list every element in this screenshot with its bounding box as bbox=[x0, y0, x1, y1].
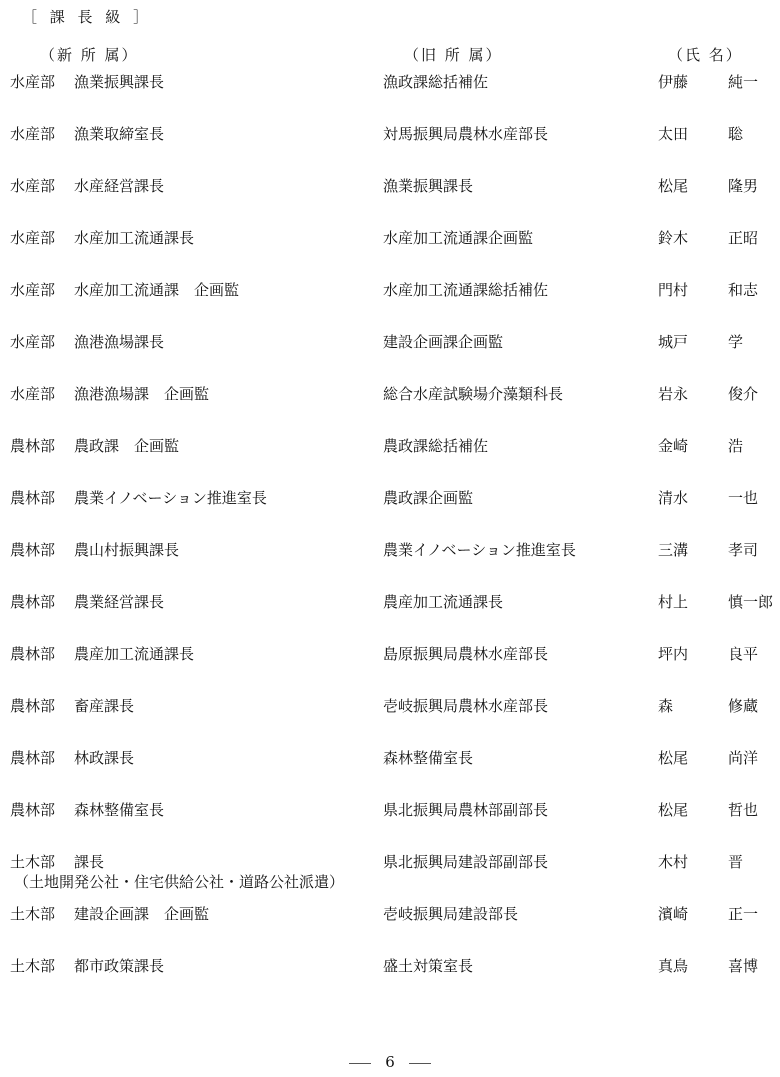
personnel-list bbox=[0, 72, 780, 1008]
surname-cell: 鈴木 bbox=[658, 229, 689, 247]
given-name-cell: 晋 bbox=[728, 853, 744, 871]
dept-cell: 農林部 bbox=[10, 489, 56, 507]
surname-cell: 伊藤 bbox=[658, 73, 689, 91]
table-row bbox=[0, 332, 780, 384]
old-affiliation-cell: 漁業振興課長 bbox=[383, 177, 474, 195]
table-row bbox=[0, 540, 780, 592]
surname-cell: 松尾 bbox=[658, 177, 689, 195]
header-old-affiliation: （旧 所 属） bbox=[404, 46, 503, 64]
old-affiliation-cell: 建設企画課企画監 bbox=[383, 333, 504, 351]
surname-cell: 太田 bbox=[658, 125, 689, 143]
dept-cell: 水産部 bbox=[10, 385, 56, 403]
old-affiliation-cell: 漁政課総括補佐 bbox=[383, 73, 489, 91]
surname-cell: 松尾 bbox=[658, 801, 689, 819]
old-affiliation-cell: 農業イノベーション推進室長 bbox=[383, 541, 576, 559]
new-affiliation-cell: 森林整備室長 bbox=[74, 801, 165, 819]
dept-cell: 水産部 bbox=[10, 281, 56, 299]
table-row bbox=[0, 904, 780, 956]
section-title: ［ 課 長 級 ］ bbox=[22, 8, 153, 26]
table-row bbox=[0, 956, 780, 1008]
header-name: （氏 名） bbox=[668, 46, 743, 64]
old-affiliation-cell: 農政課企画監 bbox=[383, 489, 474, 507]
new-affiliation-cell: 課長 bbox=[74, 853, 105, 871]
old-affiliation-cell: 総合水産試験場介藻類科長 bbox=[383, 385, 564, 403]
old-affiliation-cell: 県北振興局建設部副部長 bbox=[383, 853, 549, 871]
table-row bbox=[0, 800, 780, 852]
dept-cell: 農林部 bbox=[10, 437, 56, 455]
new-affiliation-cell: 水産経営課長 bbox=[74, 177, 165, 195]
dept-cell: 農林部 bbox=[10, 801, 56, 819]
table-row bbox=[0, 852, 780, 904]
surname-cell: 坪内 bbox=[658, 645, 689, 663]
dept-cell: 水産部 bbox=[10, 333, 56, 351]
table-row bbox=[0, 228, 780, 280]
dept-cell: 水産部 bbox=[10, 125, 56, 143]
table-row bbox=[0, 176, 780, 228]
dept-cell: 農林部 bbox=[10, 749, 56, 767]
dept-cell: 農林部 bbox=[10, 645, 56, 663]
table-row bbox=[0, 592, 780, 644]
table-row bbox=[0, 384, 780, 436]
new-affiliation-cell: 建設企画課 企画監 bbox=[74, 905, 210, 923]
given-name-cell: 尚洋 bbox=[728, 749, 759, 767]
new-affiliation-cell: 農政課 企画監 bbox=[74, 437, 180, 455]
new-affiliation-cell: 農業イノベーション推進室長 bbox=[74, 489, 267, 507]
surname-cell: 濱崎 bbox=[658, 905, 689, 923]
surname-cell: 松尾 bbox=[658, 749, 689, 767]
given-name-cell: 和志 bbox=[728, 281, 759, 299]
new-affiliation-cell: 漁業取締室長 bbox=[74, 125, 165, 143]
given-name-cell: 浩 bbox=[728, 437, 744, 455]
given-name-cell: 純一 bbox=[728, 73, 759, 91]
surname-cell: 清水 bbox=[658, 489, 689, 507]
given-name-cell: 正一 bbox=[728, 905, 759, 923]
new-affiliation-cell: 林政課長 bbox=[74, 749, 135, 767]
table-row bbox=[0, 436, 780, 488]
table-row bbox=[0, 644, 780, 696]
given-name-cell: 隆男 bbox=[728, 177, 759, 195]
surname-cell: 城戸 bbox=[658, 333, 689, 351]
new-affiliation-cell: 水産加工流通課 企画監 bbox=[74, 281, 240, 299]
dept-cell: 土木部 bbox=[10, 853, 56, 871]
new-affiliation-cell: 農山村振興課長 bbox=[74, 541, 180, 559]
given-name-cell: 修蔵 bbox=[728, 697, 759, 715]
dept-cell: 土木部 bbox=[10, 957, 56, 975]
table-row bbox=[0, 124, 780, 176]
old-affiliation-cell: 県北振興局農林部副部長 bbox=[383, 801, 549, 819]
given-name-cell: 哲也 bbox=[728, 801, 759, 819]
new-affiliation-cell: 水産加工流通課長 bbox=[74, 229, 195, 247]
new-affiliation-note: （土地開発公社・住宅供給公社・道路公社派遣） bbox=[14, 873, 345, 891]
given-name-cell: 良平 bbox=[728, 645, 759, 663]
table-row bbox=[0, 72, 780, 124]
dept-cell: 農林部 bbox=[10, 697, 56, 715]
dept-cell: 水産部 bbox=[10, 73, 56, 91]
page-footer bbox=[0, 1053, 780, 1071]
old-affiliation-cell: 壱岐振興局農林水産部長 bbox=[383, 697, 549, 715]
dept-cell: 農林部 bbox=[10, 593, 56, 611]
new-affiliation-cell: 漁港漁場課 企画監 bbox=[74, 385, 210, 403]
surname-cell: 森 bbox=[658, 697, 674, 715]
old-affiliation-cell: 盛土対策室長 bbox=[383, 957, 474, 975]
new-affiliation-cell: 農業経営課長 bbox=[74, 593, 165, 611]
new-affiliation-cell: 漁業振興課長 bbox=[74, 73, 165, 91]
given-name-cell: 孝司 bbox=[728, 541, 759, 559]
footer-dash-left bbox=[349, 1063, 371, 1064]
new-affiliation-cell: 都市政策課長 bbox=[74, 957, 165, 975]
table-row bbox=[0, 488, 780, 540]
dept-cell: 水産部 bbox=[10, 177, 56, 195]
old-affiliation-cell: 農産加工流通課長 bbox=[383, 593, 504, 611]
table-row bbox=[0, 748, 780, 800]
new-affiliation-cell: 畜産課長 bbox=[74, 697, 135, 715]
old-affiliation-cell: 森林整備室長 bbox=[383, 749, 474, 767]
given-name-cell: 喜博 bbox=[728, 957, 759, 975]
old-affiliation-cell: 対馬振興局農林水産部長 bbox=[383, 125, 549, 143]
surname-cell: 真鳥 bbox=[658, 957, 689, 975]
dept-cell: 農林部 bbox=[10, 541, 56, 559]
new-affiliation-cell: 農産加工流通課長 bbox=[74, 645, 195, 663]
footer-dash-right bbox=[409, 1063, 431, 1064]
given-name-cell: 慎一郎 bbox=[728, 593, 774, 611]
table-row bbox=[0, 280, 780, 332]
header-new-affiliation: （新 所 属） bbox=[40, 46, 139, 64]
surname-cell: 門村 bbox=[658, 281, 689, 299]
old-affiliation-cell: 水産加工流通課企画監 bbox=[383, 229, 534, 247]
surname-cell: 三溝 bbox=[658, 541, 689, 559]
new-affiliation-cell: 漁港漁場課長 bbox=[74, 333, 165, 351]
page-number: 6 bbox=[385, 1053, 395, 1071]
given-name-cell: 一也 bbox=[728, 489, 759, 507]
given-name-cell: 聡 bbox=[728, 125, 744, 143]
given-name-cell: 学 bbox=[728, 333, 744, 351]
dept-cell: 土木部 bbox=[10, 905, 56, 923]
surname-cell: 金崎 bbox=[658, 437, 689, 455]
old-affiliation-cell: 水産加工流通課総括補佐 bbox=[383, 281, 549, 299]
dept-cell: 水産部 bbox=[10, 229, 56, 247]
surname-cell: 村上 bbox=[658, 593, 689, 611]
given-name-cell: 俊介 bbox=[728, 385, 759, 403]
old-affiliation-cell: 農政課総括補佐 bbox=[383, 437, 489, 455]
surname-cell: 岩永 bbox=[658, 385, 689, 403]
given-name-cell: 正昭 bbox=[728, 229, 759, 247]
table-row bbox=[0, 696, 780, 748]
old-affiliation-cell: 壱岐振興局建設部長 bbox=[383, 905, 519, 923]
old-affiliation-cell: 島原振興局農林水産部長 bbox=[383, 645, 549, 663]
surname-cell: 木村 bbox=[658, 853, 689, 871]
